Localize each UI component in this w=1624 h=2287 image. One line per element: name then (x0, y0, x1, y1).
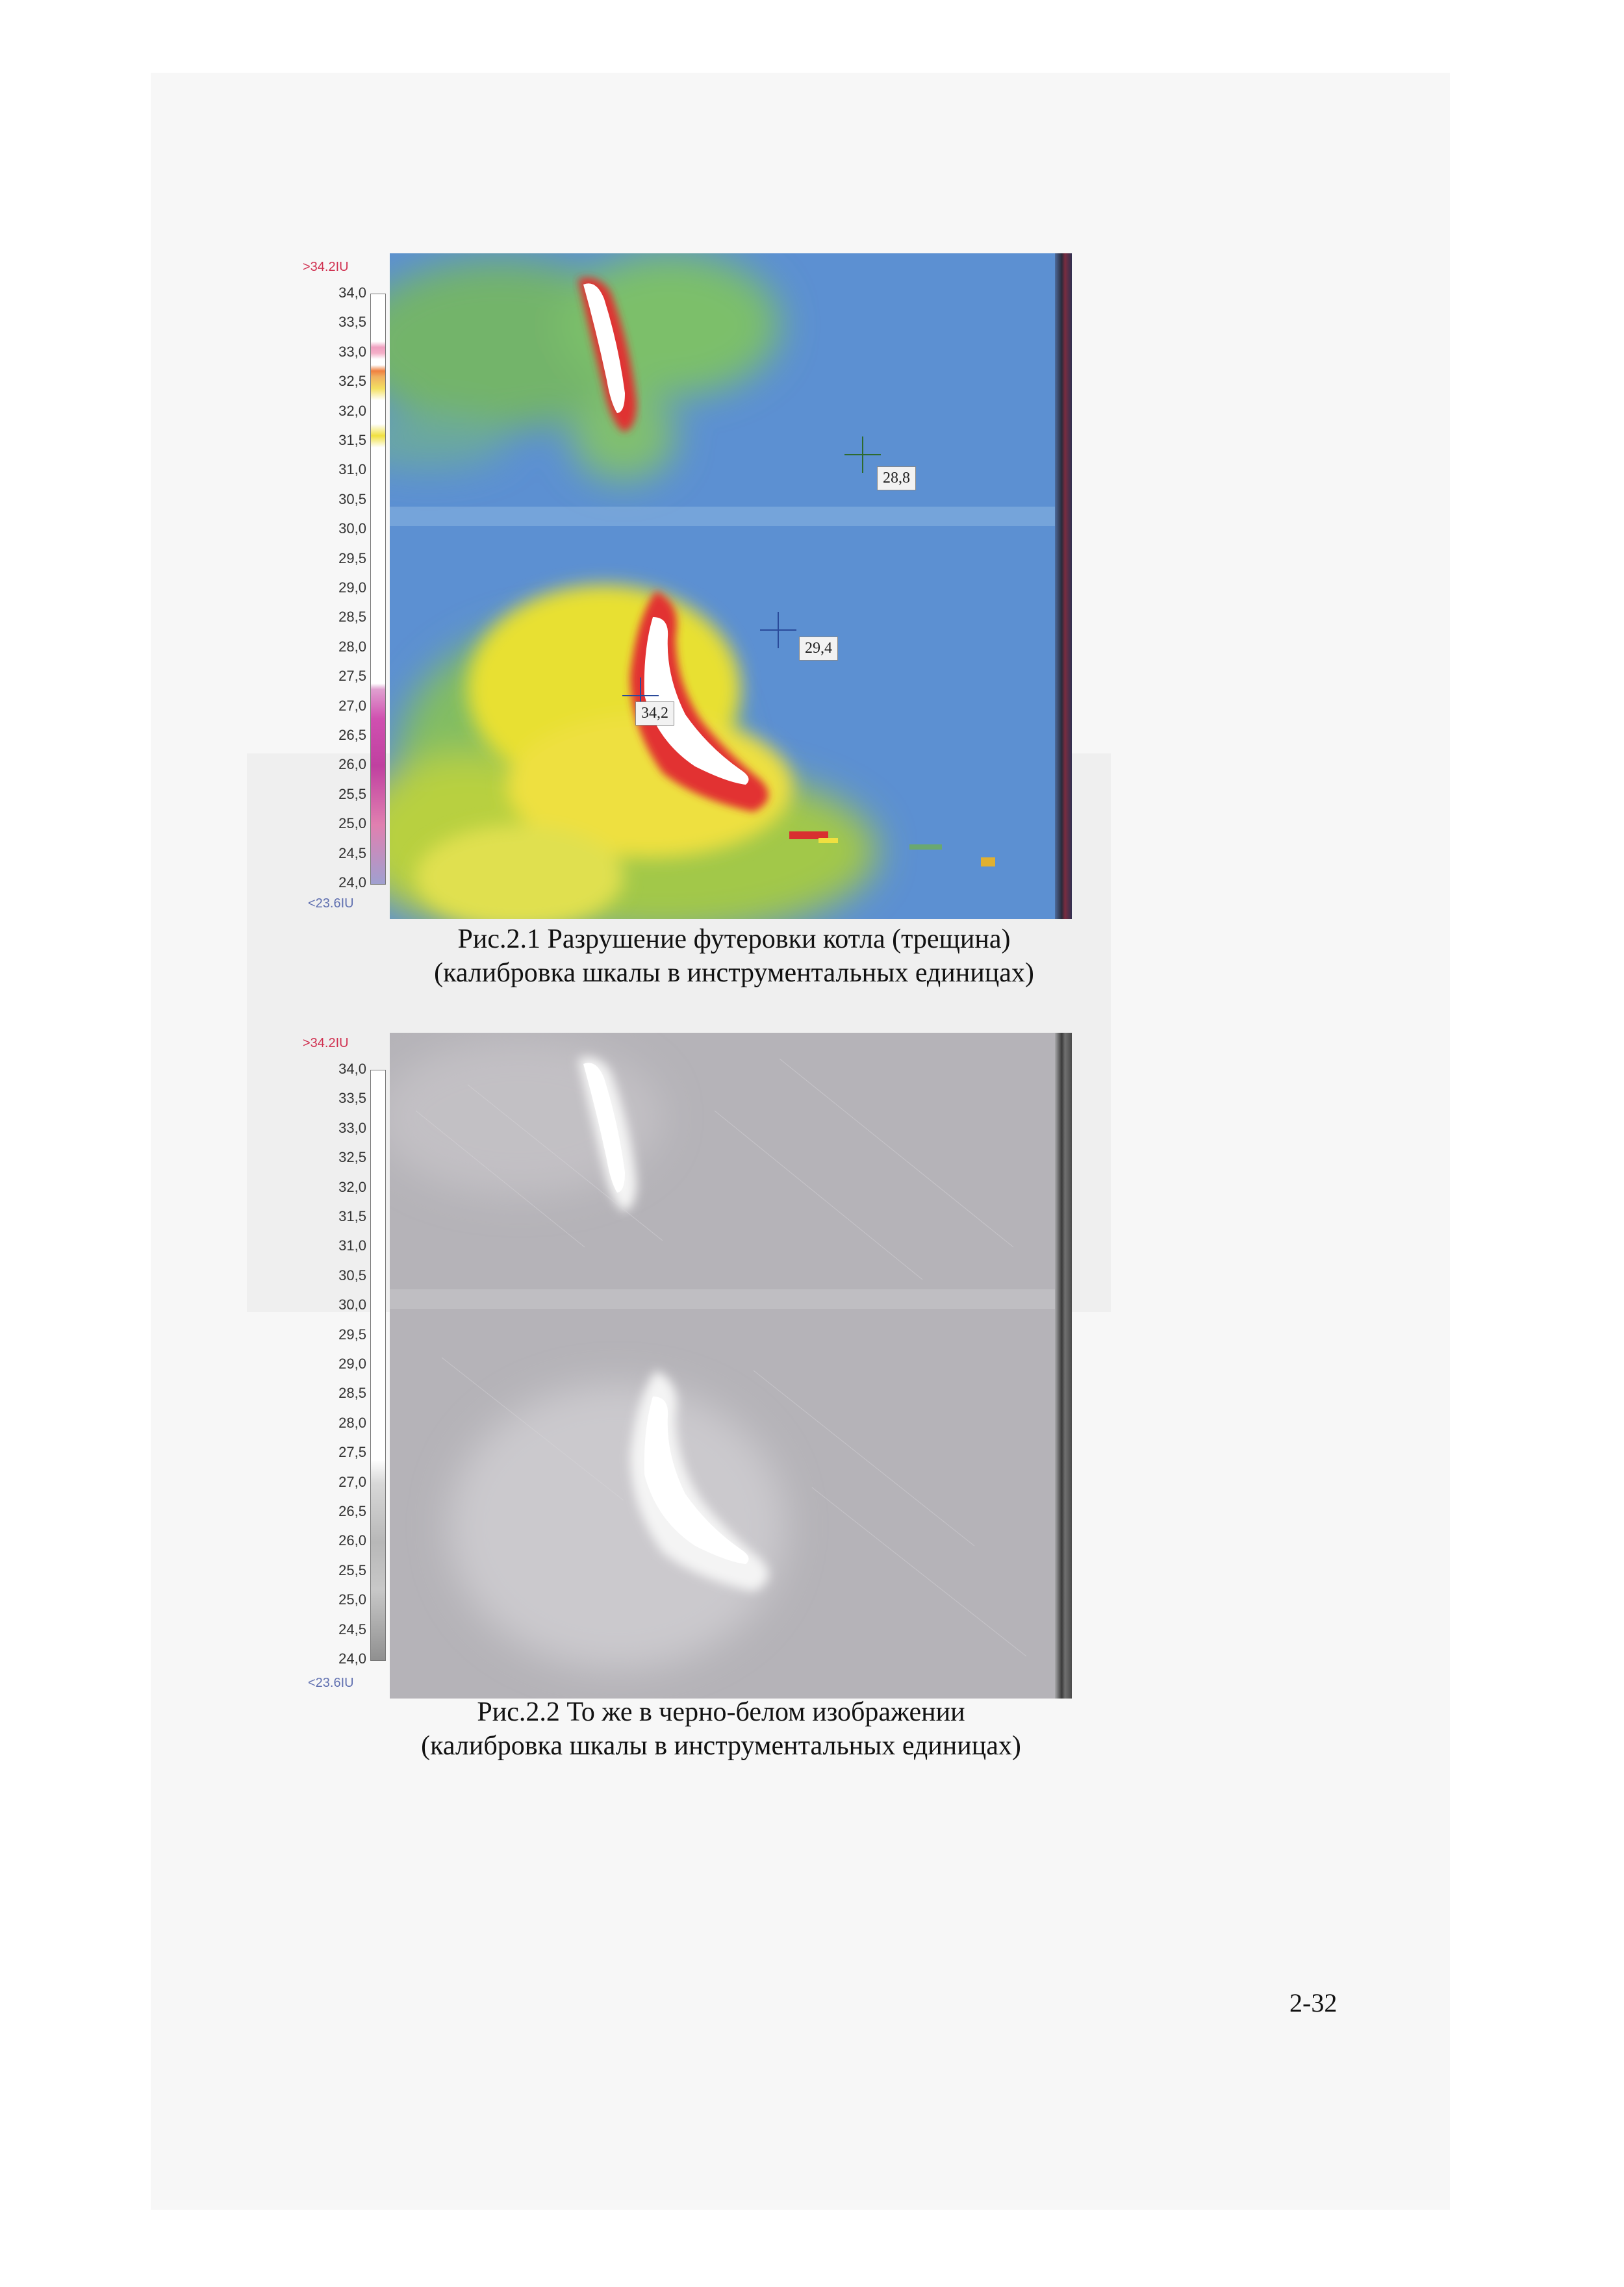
scale-tick-label: 24,0 (338, 1650, 366, 1667)
scale-tick-label: 24,5 (338, 844, 366, 861)
scale-tick-label: 32,0 (338, 402, 366, 419)
page-number: 2-32 (1289, 1988, 1338, 2017)
scale-tick-label: 25,5 (338, 785, 366, 802)
temperature-marker-1: 28,8 (877, 466, 916, 490)
temperature-marker-3: 34,2 (635, 701, 674, 726)
scale-tick-label: 26,5 (338, 727, 366, 743)
scale-tick-label: 28,0 (338, 1414, 366, 1431)
scale-tick-label: 28,5 (338, 609, 366, 625)
scale-bar (370, 1070, 386, 1661)
scale-tick-label: 29,5 (338, 550, 366, 566)
scale-tick-label: 30,5 (338, 1267, 366, 1283)
color-scale (299, 247, 390, 922)
figure2-caption-line1: Рис.2.2 То же в черно-белом изображении (477, 1697, 965, 1727)
figure2-caption (299, 1695, 1143, 1763)
grayscale-heatmap (390, 1033, 1072, 1699)
thermal-heatmap (390, 253, 1072, 919)
scale-tick-label: 31,0 (338, 1237, 366, 1254)
figure2-caption-line2: (калибровка шкалы в инструментальных единицах) (421, 1731, 1021, 1761)
scale-tick-label: 34,0 (338, 284, 366, 301)
scale-min-label: <23.6IU (308, 896, 354, 911)
thermal-image-grayscale (390, 1033, 1072, 1699)
scale-tick-label: 29,0 (338, 1356, 366, 1372)
marker-crosshair-2 (760, 612, 796, 648)
grayscale-scale (299, 1023, 390, 1705)
figure1-caption-line2: (калибровка шкалы в инструментальных единицах) (434, 958, 1034, 988)
figure-thermal-grayscale (299, 1023, 1078, 1705)
scale-tick-label: 28,5 (338, 1385, 366, 1402)
scale-min-label: <23.6IU (308, 1676, 354, 1690)
scale-max-label: >34.2IU (303, 260, 349, 274)
scale-tick-label: 32,0 (338, 1178, 366, 1195)
scale-tick-label: 33,0 (338, 343, 366, 360)
scale-tick-label: 27,5 (338, 668, 366, 685)
scale-tick-label: 27,0 (338, 697, 366, 714)
scale-tick-label: 31,5 (338, 1208, 366, 1224)
scale-tick-label: 30,5 (338, 490, 366, 507)
scale-tick-label: 33,0 (338, 1119, 366, 1136)
scale-tick-label: 28,0 (338, 638, 366, 655)
scale-tick-label: 31,0 (338, 461, 366, 478)
scale-tick-label: 25,5 (338, 1561, 366, 1578)
scale-tick-label: 25,0 (338, 1591, 366, 1608)
figure-thermal-color (299, 247, 1078, 922)
scale-tick-label: 31,5 (338, 432, 366, 448)
scale-tick-label: 30,0 (338, 520, 366, 537)
temperature-marker-2: 29,4 (799, 637, 838, 661)
scale-max-label: >34.2IU (303, 1036, 349, 1050)
scale-tick-label: 33,5 (338, 314, 366, 331)
scale-tick-label: 30,0 (338, 1296, 366, 1313)
thermal-image-color (390, 253, 1072, 919)
scale-tick-label: 32,5 (338, 373, 366, 390)
scale-tick-label: 29,0 (338, 579, 366, 596)
scale-tick-label: 33,5 (338, 1090, 366, 1107)
scale-tick-label: 24,5 (338, 1621, 366, 1637)
scale-tick-label: 26,0 (338, 756, 366, 773)
scale-tick-label: 27,0 (338, 1473, 366, 1490)
figure1-caption (312, 922, 1156, 990)
scale-tick-label: 27,5 (338, 1444, 366, 1461)
scale-tick-label: 26,0 (338, 1532, 366, 1549)
scale-tick-label: 32,5 (338, 1149, 366, 1166)
scale-tick-label: 26,5 (338, 1503, 366, 1519)
figure1-caption-line1: Рис.2.1 Разрушение футеровки котла (трещина) (457, 924, 1011, 954)
scale-tick-label: 34,0 (338, 1061, 366, 1077)
marker-crosshair-1 (844, 436, 881, 473)
image-edge-strip (1055, 1033, 1072, 1699)
scale-tick-label: 24,0 (338, 874, 366, 891)
image-edge-strip (1055, 253, 1072, 919)
scale-tick-label: 29,5 (338, 1326, 366, 1343)
scale-bar (370, 294, 386, 885)
scale-tick-label: 25,0 (338, 815, 366, 832)
